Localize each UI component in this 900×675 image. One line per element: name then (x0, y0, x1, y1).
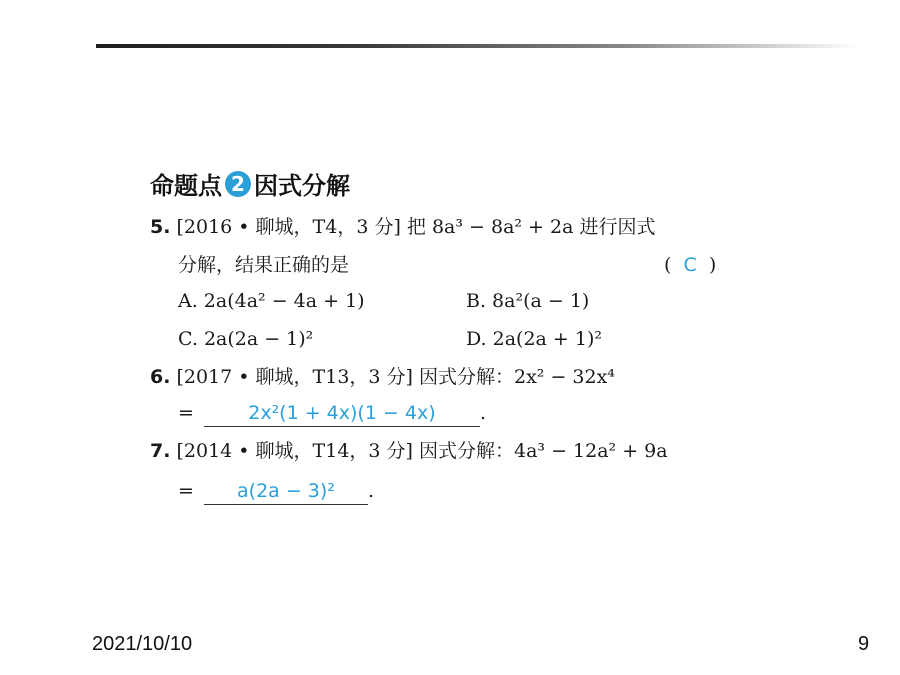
q7-equals: = (178, 480, 194, 502)
q6-answer-blank (204, 400, 480, 427)
q7-source: [2014 • 聊城，T14，3 分] (176, 440, 413, 462)
section-heading (150, 166, 350, 201)
q5-option-b: B. 8a²(a − 1) (466, 290, 590, 312)
q7-prompt: 因式分解：4a³ − 12a² + 9a (419, 440, 668, 462)
q5-prompt-b: 分解，结果正确的是 (178, 254, 350, 276)
q5-option-a: A. 2a(4a² − 4a + 1) (178, 290, 365, 312)
q5-source: [2016 • 聊城，T4，3 分] (176, 216, 401, 238)
q6-equals: = (178, 402, 194, 424)
footer-date: 2021/10/10 (92, 633, 193, 655)
q7-line-2 (178, 478, 374, 505)
page-number: 9 (858, 633, 870, 655)
q5-option-d: D. 2a(2a + 1)² (466, 328, 602, 350)
number-badge: 2 (225, 171, 251, 197)
q7-number: 7. (150, 440, 171, 462)
q6-answer: 2x²(1 + 4x)(1 − 4x) (248, 402, 436, 424)
q5-option-c: C. 2a(2a − 1)² (178, 328, 314, 350)
top-rule (96, 44, 860, 48)
q5-line-2 (178, 252, 349, 278)
q7-answer: a(2a − 3)² (237, 480, 335, 502)
q5-prompt-a: 把 8a³ − 8a² + 2a 进行因式 (406, 216, 656, 238)
q6-line-2 (178, 400, 486, 427)
q5-answer-bracket: ( C ) (664, 254, 717, 276)
q6-prompt: 因式分解：2x² − 32x⁴ (419, 366, 615, 388)
heading-title: 因式分解 (254, 172, 350, 200)
q5-answer: C (683, 254, 697, 276)
q7-line-1 (150, 438, 668, 464)
heading-prefix: 命题点 (150, 172, 222, 200)
q6-line-1 (150, 364, 615, 390)
q6-period: . (479, 402, 487, 424)
q6-number: 6. (150, 366, 171, 388)
q5-line-1 (150, 214, 655, 240)
q6-source: [2017 • 聊城，T13，3 分] (176, 366, 413, 388)
q7-answer-blank (204, 478, 368, 505)
q7-period: . (367, 480, 375, 502)
q5-number: 5. (150, 216, 171, 238)
